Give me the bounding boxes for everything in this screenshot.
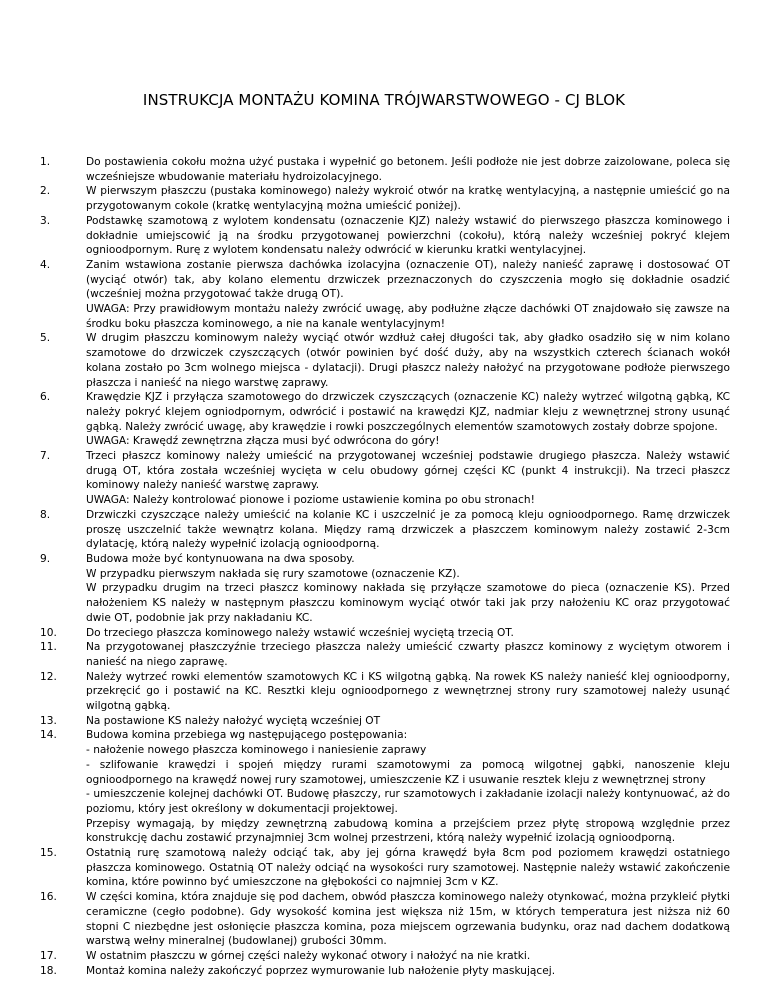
item-text <box>86 890 730 949</box>
item-number: 18. <box>40 964 57 977</box>
item-paragraph: Należy wytrzeć rowki elementów szamotowych KC i KS wilgotną gąbką. Na rowek KS należy nanieść klej ognioodporny, przekręcić go i postawić na KC. Resztki kleju ognioodpornego z wewnętrznej strony rury szamotowej należy usunąć wilgotną gąbką. <box>86 670 730 713</box>
item-text <box>86 846 730 890</box>
item-text <box>86 714 730 729</box>
item-number: 6. <box>40 391 51 404</box>
item-number: 9. <box>40 552 51 565</box>
item-text <box>86 552 730 626</box>
list-item <box>40 728 730 846</box>
list-item <box>40 964 730 979</box>
list-item <box>40 714 730 729</box>
list-item <box>40 552 730 626</box>
list-item <box>40 626 730 641</box>
item-number: 16. <box>40 891 57 904</box>
item-text <box>86 331 730 390</box>
item-number: 5. <box>40 332 51 345</box>
list-item <box>40 184 730 213</box>
item-paragraph: W pierwszym płaszczu (pustaka kominowego) należy wykroić otwór na kratkę wentylacyjną, a następnie umieścić go na przygotowanym cokole (kratkę wentylacyjną można umieścić poniżej). <box>86 185 730 213</box>
item-number: 12. <box>40 670 57 683</box>
list-item <box>40 155 730 184</box>
list-item <box>40 390 730 449</box>
item-number: 2. <box>40 185 51 198</box>
item-number: 15. <box>40 847 57 860</box>
item-paragraph: W części komina, która znajduje się pod dachem, obwód płaszcza kominowego należy otynkować, można przykleić płytki ceramiczne (cegło podobne). Gdy wysokość komina jest większa niż 15m, w których temperatura jest niższa niż 60 stopni C niezbędne jest osłonięcie płaszcza komina, poza miejscem ogrzewania budynku, oraz nad dachem dodatkową warstwą wełny mineralnej (budowlanej) grubości 30mm. <box>86 891 730 948</box>
item-number: 17. <box>40 949 57 962</box>
item-paragraph: UWAGA: Należy kontrolować pionowe i poziome ustawienie komina po obu stronach! <box>86 494 535 507</box>
item-text <box>86 508 730 552</box>
item-text <box>86 964 730 979</box>
item-text <box>86 949 730 964</box>
list-item <box>40 508 730 552</box>
item-paragraph: Krawędzie KJZ i przyłącza szamotowego do drzwiczek czyszczących (oznaczenie KC) należy wytrzeć wilgotną gąbką, KC należy pokryć klejem ogniodpornym, odwrócić i postawić na krawędzi KJZ, nadmiar kleju z wewnętrznej strony usunąć gąbką. Należy zwrócić uwagę, aby krawędzie i rowki poszczególnych elementów szamotowych zostały dobrze spojone. <box>86 391 730 433</box>
list-item <box>40 331 730 390</box>
instruction-list <box>40 155 730 978</box>
item-paragraph: - umieszczenie kolejnej dachówki OT. Budowę płaszczy, rur szamotowych i zakładanie izolacji należy kontynuować, aż do poziomu, który jest określony w dokumentacji projektowej. <box>86 788 730 815</box>
item-number: 14. <box>40 729 57 742</box>
item-paragraph: W przypadku drugim na trzeci płaszcz kominowy nakłada się przyłącze szamotowe do pieca (oznaczenie KS). Przed nałożeniem KS należy w następnym płaszczu kominowym wyciąć otwór taki jak przy nałożeniu KC oraz przygotować dwie OT, podobnie jak przy nakładaniu KC. <box>86 582 730 624</box>
item-paragraph: Podstawkę szamotową z wylotem kondensatu (oznaczenie KJZ) należy wstawić do pierwszego płaszcza kominowego i dokładnie umiejscowić ją na środku przygotowanej powierzchni (cokołu), którą należy wcześniej pokryć klejem ognioodpornym. Rurę z wylotem kondensatu należy odwrócić w kierunku kratki wentylacyjnej. <box>86 214 730 257</box>
list-item <box>40 449 730 508</box>
page-title: INSTRUKCJA MONTAŻU KOMINA TRÓJWARSTWOWEGO - CJ BLOK <box>142 91 626 109</box>
item-paragraph: W drugim płaszczu kominowym należy wyciąć otwór wzdłuż całej długości tak, aby gładko osadziło się w nim kolano szamotowe do drzwiczek czyszczących (otwór powinien być dość duży, aby na wszystkich czterech ścianach wokół kolana zostało po 3cm wolnego miejsca - dylatacji). Drugi płaszcz należy nałożyć na przygotowane podłoże pierwszego płaszcza i nanieść na niego warstwę zaprawy. <box>86 332 730 389</box>
item-paragraph: Drzwiczki czyszczące należy umieścić na kolanie KC i uszczelnić je za pomocą kleju ognioodpornego. Ramę drzwiczek proszę uszczelnić także wewnątrz kolana. Między ramą drzwiczek a płaszczem kominowym należy zostawić 2-3cm dylatację, którą należy wypełnić izolacją ognioodporną. <box>86 508 730 551</box>
item-number: 10. <box>40 626 57 639</box>
item-text <box>86 670 730 714</box>
item-paragraph: Przepisy wymagają, by między zewnętrzną zabudową komina a przejściem przez płytę stropową względnie przez konstrukcję dachu zostawić przynajmniej 3cm wolnej przestrzeni, którą należy wypełnić izolacją ognioodporną. <box>86 817 730 845</box>
item-paragraph: Na postawione KS należy nałożyć wyciętą wcześniej OT <box>86 714 381 727</box>
item-number: 11. <box>40 641 57 654</box>
item-paragraph: Na przygotowanej płaszczyźnie trzeciego płaszcza należy umieścić czwarty płaszcz kominowy z wyciętym otworem i nanieść na niego zaprawę. <box>86 641 730 668</box>
item-text <box>86 258 730 332</box>
item-paragraph: UWAGA: Przy prawidłowym montażu należy zwrócić uwagę, aby podłużne złącze dachówki OT znajdowało się zawsze na środku boku płaszcza kominowego, a nie na kanale wentylacyjnym! <box>86 303 730 330</box>
item-paragraph: Do postawienia cokołu można użyć pustaka i wypełnić go betonem. Jeśli podłoże nie jest dobrze zaizolowane, poleca się wcześniejsze wbudowanie materiału hydroizolacyjnego. <box>86 156 730 183</box>
item-paragraph: Budowa może być kontynuowana na dwa sposoby. <box>86 552 355 565</box>
item-paragraph: Zanim wstawiona zostanie pierwsza dachówka izolacyjna (oznaczenie OT), należy nanieść zaprawę i dostosować OT (wyciąć otwór) tak, aby kolano elementu drzwiczek przeznaczonych do czyszczenia mogło się dokładnie osadzić (wcześniej można przygotować także drugą OT). <box>86 258 730 301</box>
item-paragraph: Trzeci płaszcz kominowy należy umieścić na przygotowanej wcześniej podstawie drugiego płaszcza. Należy wstawić drugą OT, która została wcześniej wycięta w celu obudowy górnej części KC (punkt 4 instrukcji). Na trzeci płaszcz kominowy należy nanieść warstwę zaprawy. <box>86 450 730 492</box>
item-number: 3. <box>40 214 51 227</box>
list-item <box>40 670 730 714</box>
item-paragraph: Montaż komina należy zakończyć poprzez wymurowanie lub nałożenie płyty maskującej. <box>86 964 556 977</box>
item-number: 1. <box>40 156 51 168</box>
item-number: 8. <box>40 508 51 521</box>
item-text <box>86 449 730 508</box>
list-item <box>40 258 730 332</box>
item-number: 7. <box>40 450 51 463</box>
item-text <box>86 184 730 213</box>
item-paragraph: W przypadku pierwszym nakłada się rury szamotowe (oznaczenie KZ). <box>86 567 460 580</box>
list-item <box>40 640 730 669</box>
item-paragraph: Ostatnią rurę szamotową należy odciąć tak, aby jej górna krawędź była 8cm pod poziomem krawędzi ostatniego płaszcza kominowego. Ostatnią OT należy odciąć na wysokości rury szamotowej. Następnie należy wstawić zakończenie komina, które powinno być umieszczone na głębokości co najmniej 3cm v KZ. <box>86 847 730 889</box>
item-number: 4. <box>40 258 51 271</box>
item-paragraph: - nałożenie nowego płaszcza kominowego i naniesienie zaprawy <box>86 744 427 757</box>
item-text <box>86 728 730 846</box>
item-paragraph: - szlifowanie krawędzi i spojeń między rurami szamotowymi za pomocą wilgotnej gąbki, nanoszenie kleju ognioodpornego na krawędź nowej rury szamotowej, umieszczenie KZ i usuwanie resztek kleju z wewnętrznej strony <box>86 758 730 786</box>
list-item <box>40 949 730 964</box>
list-item <box>40 890 730 949</box>
item-number: 13. <box>40 714 57 727</box>
item-text <box>86 626 730 641</box>
item-paragraph: UWAGA: Krawędź zewnętrzna złącza musi być odwrócona do góry! <box>86 435 440 448</box>
list-item <box>40 846 730 890</box>
item-text <box>86 214 730 258</box>
item-paragraph: Budowa komina przebiega wg następującego postępowania: <box>86 729 408 742</box>
item-text <box>86 390 730 449</box>
item-text <box>86 640 730 669</box>
item-paragraph: W ostatnim płaszczu w górnej części należy wykonać otwory i nałożyć na nie kratki. <box>86 949 531 962</box>
item-paragraph: Do trzeciego płaszcza kominowego należy wstawić wcześniej wyciętą trzecią OT. <box>86 626 514 639</box>
item-text <box>86 155 730 184</box>
list-item <box>40 214 730 258</box>
